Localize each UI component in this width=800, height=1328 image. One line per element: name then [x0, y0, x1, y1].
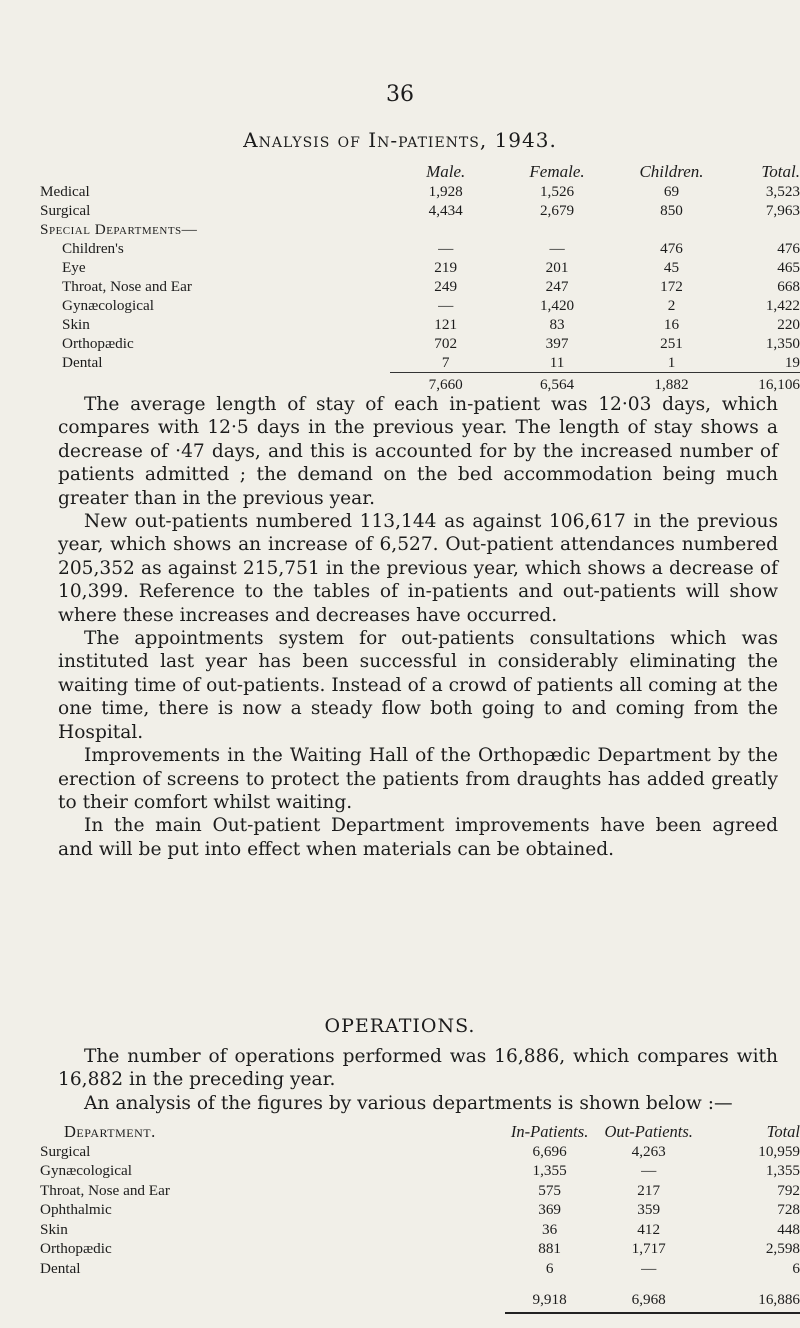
- header-male: Male.: [426, 161, 466, 181]
- cell-total: 792: [777, 1181, 800, 1199]
- body-text: [58, 393, 778, 861]
- row-label: Surgical: [40, 1142, 91, 1160]
- table-row: [40, 334, 800, 353]
- cell-out: 1,717: [631, 1240, 666, 1257]
- cell-out: 217: [637, 1181, 661, 1199]
- table-row: [40, 296, 800, 315]
- cell-out: 412: [637, 1220, 661, 1238]
- cell-children: 45: [663, 259, 680, 276]
- cell-total: 19: [784, 354, 800, 371]
- page-heading: Analysis of In-patients, 1943.: [243, 128, 557, 152]
- header-total: Total: [766, 1122, 800, 1141]
- cell-total: 6: [792, 1259, 800, 1277]
- cell-male: 1,928: [428, 183, 463, 200]
- row-label: Skin: [62, 316, 90, 333]
- row-label: Throat, Nose and Ear: [62, 278, 192, 295]
- cell-in: 36: [542, 1220, 558, 1238]
- cell-children: 16: [663, 316, 680, 333]
- cell-female: 247: [545, 278, 569, 295]
- cell-total: 1,355: [765, 1162, 800, 1179]
- cell-children: 476: [660, 240, 683, 257]
- total-children: 1,882: [613, 373, 730, 395]
- cell-total: 668: [777, 278, 800, 295]
- row-label: Surgical: [40, 202, 91, 219]
- row-label: Gynæcological: [62, 297, 154, 314]
- cell-total: 7,963: [765, 202, 800, 219]
- cell-male: —: [438, 297, 454, 314]
- table-row: [40, 315, 800, 334]
- header-total: Total.: [761, 161, 800, 181]
- cell-male: 4,434: [428, 202, 463, 219]
- table-row: [40, 1259, 800, 1279]
- cell-out: —: [641, 1162, 657, 1179]
- cell-female: —: [549, 240, 565, 257]
- header-children: Children.: [639, 161, 704, 181]
- header-department: Department.: [64, 1122, 156, 1141]
- cell-female: 2,679: [539, 202, 575, 219]
- operations-table: [40, 1122, 800, 1314]
- table-row: [40, 182, 800, 201]
- row-label: Ophthalmic: [40, 1201, 112, 1218]
- cell-female: 83: [549, 316, 565, 333]
- table-row: [40, 1161, 800, 1181]
- row-label: Orthopædic: [62, 335, 134, 352]
- cell-in: 1,355: [532, 1162, 567, 1179]
- header-out-patients: Out-Patients.: [604, 1122, 693, 1141]
- table-row: [40, 277, 800, 296]
- cell-female: 11: [549, 354, 565, 371]
- header-female: Female.: [529, 161, 585, 181]
- row-label: Throat, Nose and Ear: [40, 1181, 170, 1199]
- paragraph: An analysis of the figures by various departments is shown below :—: [84, 1092, 733, 1114]
- row-label: Dental: [62, 354, 103, 372]
- paragraph: Improvements in the Waiting Hall of the Orthopædic Department by the erection of screens to protect the patients from draughts has added greatly to their comfort whilst waiting.: [58, 745, 778, 813]
- cell-male: 249: [434, 278, 458, 295]
- cell-total: 448: [777, 1220, 800, 1238]
- cell-female: 397: [545, 335, 569, 352]
- cell-children: 2: [667, 297, 676, 314]
- table-row: [40, 1142, 800, 1162]
- total-male: 7,660: [390, 373, 501, 395]
- paragraph: The average length of stay of each in-patient was 12·03 days, which compares with 12·5 days in the previous year. The length of stay shows a decrease of ·47 days, and this is accounted for by the increased number of patients admitted ; the demand on the bed accommodation being much greater than in the previous year.: [58, 394, 778, 509]
- paragraph: The number of operations performed was 16,886, which compares with 16,882 in the preceding year.: [58, 1046, 778, 1091]
- cell-female: 1,526: [539, 183, 575, 200]
- cell-total: 3,523: [765, 183, 800, 200]
- cell-total: 2,598: [765, 1240, 800, 1257]
- cell-female: 1,420: [539, 297, 575, 314]
- row-label: Dental: [40, 1259, 81, 1277]
- total-out: 6,968: [594, 1278, 703, 1313]
- totals-row: [40, 1278, 800, 1313]
- cell-out: —: [641, 1259, 657, 1277]
- inpatients-table: [40, 160, 800, 394]
- cell-total: 220: [777, 316, 800, 333]
- cell-total: 476: [777, 240, 800, 257]
- cell-out: 359: [637, 1201, 661, 1218]
- cell-in: 369: [538, 1201, 561, 1218]
- table-header-row: [40, 160, 800, 182]
- row-label: Children's: [62, 240, 124, 257]
- total-female: 6,564: [501, 373, 612, 395]
- grand-total: 16,106: [730, 373, 800, 395]
- totals-row: [40, 373, 800, 395]
- cell-children: 172: [660, 278, 683, 295]
- row-label: Eye: [62, 259, 86, 276]
- cell-total: 1,350: [765, 335, 800, 352]
- cell-in: 575: [538, 1181, 561, 1199]
- operations-text: [58, 1045, 778, 1115]
- total-in: 9,918: [505, 1278, 594, 1313]
- paragraph: The appointments system for out-patients consultations which was instituted last year has been successful in considerably eliminating the waiting time of out-patients. Instead of a crowd of patients all coming at the one time, there is now a steady flow both going to and coming from the Hospital.: [58, 628, 778, 743]
- cell-total: 1,422: [765, 297, 800, 314]
- row-label: Orthopædic: [40, 1240, 112, 1257]
- page-number: 36: [386, 82, 414, 107]
- cell-male: —: [438, 240, 454, 257]
- cell-out: 4,263: [631, 1142, 666, 1160]
- section-row: [40, 220, 800, 239]
- cell-children: 69: [663, 183, 680, 200]
- cell-male: 702: [434, 335, 458, 352]
- cell-female: 201: [545, 259, 569, 276]
- section-label: Special Departments—: [40, 221, 198, 238]
- table-header-row: [40, 1122, 800, 1142]
- cell-male: 7: [441, 354, 450, 371]
- table-row: [40, 353, 800, 373]
- cell-male: 219: [434, 259, 458, 276]
- cell-male: 121: [434, 316, 458, 333]
- operations-heading: OPERATIONS.: [324, 1015, 476, 1037]
- cell-children: 850: [660, 202, 683, 219]
- table-row: [40, 1181, 800, 1201]
- cell-children: 1: [667, 354, 676, 371]
- cell-in: 881: [538, 1240, 561, 1257]
- header-in-patients: In-Patients.: [510, 1122, 589, 1141]
- grand-total: 16,886: [703, 1278, 800, 1313]
- cell-total: 10,959: [758, 1142, 800, 1160]
- table-row: [40, 1220, 800, 1240]
- row-label: Gynæcological: [40, 1162, 132, 1179]
- table-row: [40, 1239, 800, 1259]
- cell-total: 728: [777, 1201, 800, 1218]
- row-label: Medical: [40, 183, 90, 200]
- table-row: [40, 1200, 800, 1220]
- paragraph: In the main Out-patient Department improvements have been agreed and will be put into effect when materials can be obtained.: [58, 815, 778, 860]
- cell-children: 251: [660, 335, 683, 352]
- cell-in: 6: [545, 1259, 554, 1277]
- cell-total: 465: [777, 259, 800, 276]
- cell-in: 6,696: [532, 1142, 567, 1160]
- row-label: Skin: [40, 1220, 68, 1238]
- paragraph: New out-patients numbered 113,144 as against 106,617 in the previous year, which shows an increase of 6,527. Out-patient attendances numbered 205,352 as against 215,751 in the previous year, which shows a decrease of 10,399. Reference to the tables of in-patients and out-patients will show where these increases and decreases have occurred.: [58, 511, 778, 626]
- table-row: [40, 258, 800, 277]
- table-row: [40, 239, 800, 258]
- table-row: [40, 201, 800, 220]
